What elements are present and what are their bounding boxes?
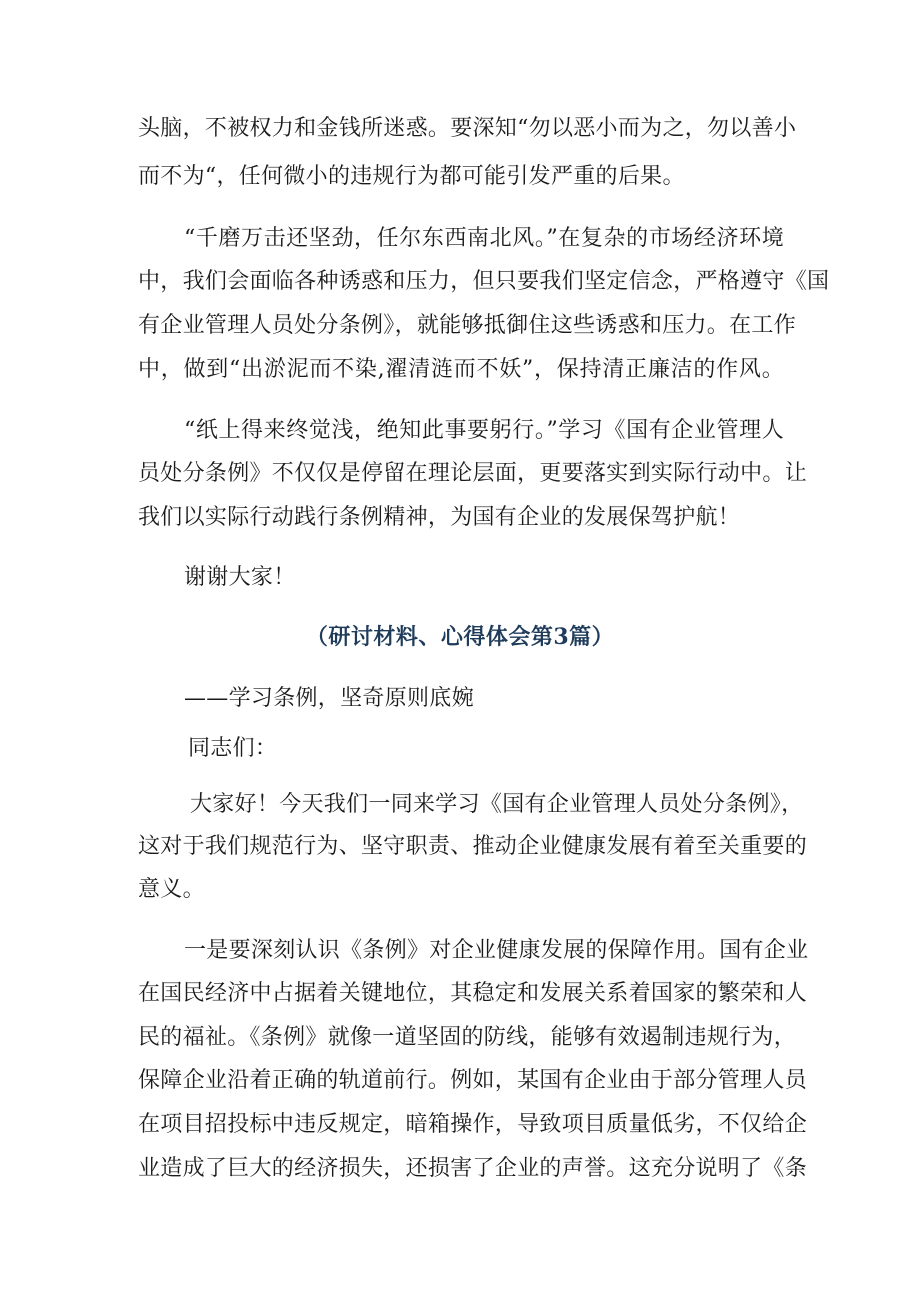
text-line: 而不为“，任何微小的违规行为都可能引发严重的后果。 <box>138 164 685 189</box>
text-line: 这对于我们规范行为、坚守职责、推动企业健康发展有着至关重要的 <box>138 834 808 859</box>
text-line: 民的福祉。《条例》就像一道坚固的防线，能够有效遏制违规行为， <box>138 1025 797 1050</box>
text-line: 中，我们会面临各种诱惑和压力，但只要我们坚定信念，严格遵守《国 <box>138 269 830 294</box>
section-heading: （研讨材料、心得体会第3篇） <box>305 624 615 650</box>
salutation: 同志们： <box>188 736 278 761</box>
closing-line: 谢谢大家！ <box>184 565 296 590</box>
text-line: 意义。 <box>138 877 205 902</box>
text-line: 在项目招投标中违反规定，暗箱操作，导致项目质量低劣，不仅给企 <box>138 1112 808 1137</box>
text-line: 有企业管理人员处分条例》，就能够抵御住这些诱惑和压力。在工作 <box>138 313 797 338</box>
text-line: 头脑，不被权力和金钱所迷惑。要深知“勿以恶小而为之，勿以善小 <box>138 116 797 141</box>
text-line: 保障企业沿着正确的轨道前行。例如，某国有企业由于部分管理人员 <box>138 1068 808 1093</box>
text-line: 一是要深刻认识《条例》对企业健康发展的保障作用。国有企业 <box>184 938 809 963</box>
text-line: 业造成了巨大的经济损失，还损害了企业的声誉。这充分说明了《条 <box>138 1156 808 1181</box>
text-line: 大家好！今天我们一同来学习《国有企业管理人员处分条例》， <box>190 792 804 817</box>
text-line: 中，做到“出淤泥而不染,濯清涟而不妖”，保持清正廉洁的作风。 <box>138 357 784 382</box>
text-line: “千磨万击还坚劲，任尔东西南北风。”在复杂的市场经济环境 <box>184 226 784 251</box>
text-line: “纸上得来终觉浅，绝知此事要躬行。”学习《国有企业管理人 <box>184 418 784 443</box>
subtitle: ——学习条例，坚奇原则底婉 <box>184 686 474 711</box>
text-line: 我们以实际行动践行条例精神，为国有企业的发展保驾护航！ <box>138 505 741 530</box>
text-line: 员处分条例》不仅仅是停留在理论层面，更要落实到实际行动中。让 <box>138 461 808 486</box>
text-line: 在国民经济中占据着关键地位，其稳定和发展关系着国家的繁荣和人 <box>138 981 808 1006</box>
